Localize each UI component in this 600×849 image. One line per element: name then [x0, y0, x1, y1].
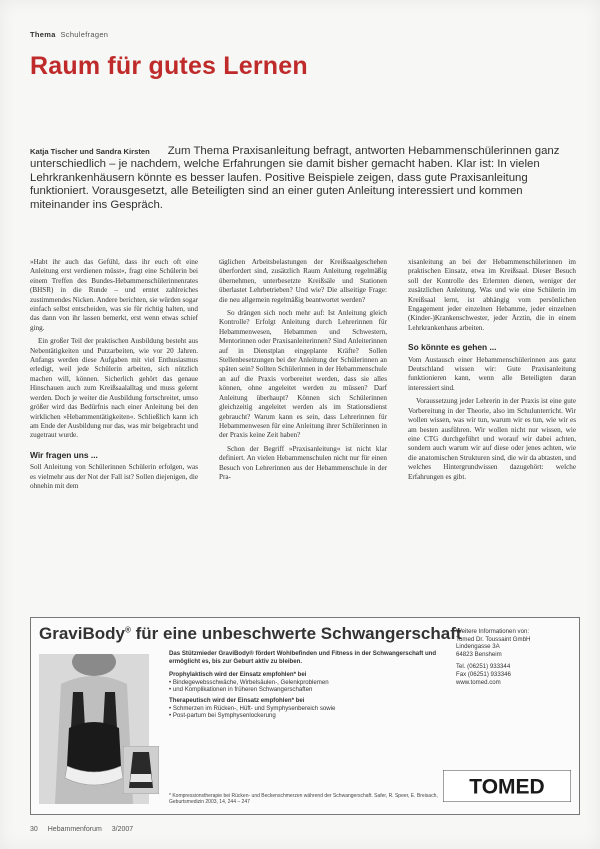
list-item: • Post-partum bei Symphysenlockerung: [169, 712, 449, 720]
paragraph: »Habt ihr auch das Gefühl, dass ihr euch oft eine Anleitung erst verdienen müsst«, fragt eine Schülerin bei einem Treffen des Bundes-Hebammenschülerinnenrates (BHSR) in die Runde – und erntet zahlreiches zustimmendes Nicken. Andere berichten, sie würden sogar einfach selbst entscheiden, was sie für richtig halten, und das dann von ihr lassen bemerkt, erst wenn etwas schief ging.: [30, 258, 198, 332]
section-topic: Schulefragen: [60, 30, 109, 39]
prophylaxis-list: [169, 679, 449, 694]
ad-product-detail-photo: [123, 746, 159, 794]
paragraph: Vom Austausch einer Hebammenschülerinnen aus ganz Deutschland wissen wir: Gute Praxisanleitung funktionieren kann, wenn alle Beteiligten daran interessiert sind.: [408, 355, 576, 392]
paragraph: Ein großer Teil der praktischen Ausbildung besteht aus Nebentätigkeiten und Putzarbeiten, wie vor 20 Jahren. Anfangs werden diese Aufgaben mit viel Enthusiasmus erledigt, weil jede Schülerin arbeiten, sich nützlich machen will, können. Sicherlich gehört das genaue Hinschauen auch zum Kreißsaalalltag und muss gelernt werden. Doch je weiter die Ausbildung fortschreitet, umso größer wird das Bedürfnis nach einer Anleitung bei den wirklichen »Hebammentätigkeiten«. Schließlich kann ich am Ende der Ausbildung nur das, was mir beigebracht und zugetraut wurde.: [30, 337, 198, 440]
contact-fax: Fax (06251) 933346: [456, 670, 511, 678]
contact-label: Weitere Informationen von:: [456, 628, 530, 635]
list-item: • und Komplikationen in früheren Schwangerschaften: [169, 686, 449, 694]
contact-company: Tomed Dr. Toussaint GmbH: [456, 635, 531, 643]
ad-body-text: [169, 650, 449, 723]
page-footer: [30, 826, 141, 833]
article-authors: Katja Tischer und Sandra Kirsten: [30, 147, 150, 156]
intro-text: Zum Thema Praxisanleitung befragt, antworten Hebammenschülerinnen ganz unterschiedlich – je nachdem, welche Erfahrungen sie damit bisher gemacht haben. Klar ist: In vielen Lehrkrankenhäusern könnte es besser laufen. Positive Beispiele zeigen, dass gute Praxisanleitung funktioniert. Vorausgesetzt, alle Beteiligten sind an einer guten Anleitung interessiert und kommen miteinander ins Gespräch.: [30, 145, 560, 211]
ad-reference: * Kompressionstherapie bei Rücken- und Beckenschmerzen während der Schwangerschaft. Safer, R. Speer, E. Breisach, Geburtsmedizin 2003, 14, 244 – 247: [169, 793, 438, 806]
subheading-wir-fragen: Wir fragen uns ...: [30, 449, 98, 460]
ad-intro: Das Stützmieder GraviBody® fördert Wohlbefinden und Fitness in der Schwangerschaft und ermöglicht es, bis zur Geburt aktiv zu bleiben.: [169, 650, 437, 665]
text-column-1: [30, 258, 198, 495]
paragraph: Voraussetzung jeder Lehrerin in der Praxis ist eine gute Vorbereitung in der Theorie, also im Schulunterricht. Wir wollen wissen, was wir tun, warum wir es tun, wie wir es am besten ausführen. Wir wollen nicht nur wissen, wie eine CTG durchgeführt und worauf wir dabei achten, sondern auch warum wir auf diese oder jenes achten, wie die anatomischen Strukturen sind, die wir da abtasten, und welches Hintergrundwissen dazugehört: welche Erfahrungen es gibt.: [408, 397, 576, 481]
ad-brand: GraviBody: [39, 624, 125, 643]
tomed-logo: [443, 770, 571, 802]
advertisement-gravibody[interactable]: [30, 617, 580, 815]
section-prefix: Thema: [30, 30, 56, 39]
contact-phone: Tel. (06251) 933344: [456, 663, 511, 671]
ad-headline-rest: für eine unbeschwerte Schwangerschaft: [130, 624, 462, 643]
paragraph: Schon der Begriff »Praxisanleitung« ist nicht klar definiert. An vielen Hebammenschulen nicht nur für einen Besuch von Lehrerinnen aus der Hebammenschule in der Pra-: [219, 444, 387, 481]
paragraph: täglichen Arbeitsbelastungen der Kreißsaalgeschehen überfordert sind, zusätzlich Raum Anleitung regelmäßig übernehmen, unterbesetzte Kreißsäle und Stationen überlastet Lehrbetrieben? Und wie? Die allseitige Frage: die neu allgemein regelmäßig beantwortet werden?: [219, 258, 387, 304]
article-title: Raum für gutes Lernen: [30, 52, 308, 80]
ad-headline: [39, 624, 462, 644]
therapy-list: [169, 705, 449, 720]
contact-city: 64823 Bensheim: [456, 650, 502, 658]
prophylaxis-heading: Prophylaktisch wird der Einsatz empfohlen* bei: [169, 671, 307, 679]
section-label: [30, 30, 108, 39]
article-intro: [30, 145, 580, 212]
therapy-heading: Therapeutisch wird der Einsatz empfohlen* bei: [169, 696, 305, 704]
journal-issue: 3/2007: [111, 826, 134, 833]
contact-street: Lindengasse 3A: [456, 643, 500, 651]
subheading-so-koennte-es-gehen: So könnte es gehen ...: [408, 342, 497, 353]
ad-contact: [456, 628, 576, 686]
paragraph: xisanleitung an bei der Hebammenschülerinnen im praktischen Einsatz, etwa im Kreißsaal. Dieser Besuch soll der Kontrolle des Erlernten dienen, weniger der zusätzlichen Anleitung. Was und wie eine Schülerin im Kreißsaal lernt, ist abhängig vom persönlichen Engagement jeder einzelnen Hebamme, jeder einzelnen (Kinder-)Krankenschwester, jeder Ärztin, die in einem Lehrkrankenhaus arbeiten.: [408, 258, 576, 332]
logo-text: TOMED: [469, 775, 545, 799]
list-item: • Bindegewebsschwäche, Wirbelsäulen-, Gelenkproblemen: [169, 679, 449, 687]
text-column-3: [408, 258, 576, 486]
paragraph: Soll Anleitung von Schülerinnen Schülerin erfolgen, was es vielmehr aus der Not der Fall ist? Sollen diejenigen, die ohnehin mit dem: [30, 463, 198, 490]
journal-name: Hebammenforum: [47, 826, 102, 833]
contact-website[interactable]: www.tomed.com: [456, 678, 501, 686]
list-item: • Schmerzen im Rücken-, Hüft- und Symphysenbereich sowie: [169, 705, 449, 713]
page-number: 30: [30, 826, 38, 833]
text-column-2: [219, 258, 387, 486]
paragraph: So drängen sich noch mehr auf: Ist Anleitung gleich Kontrolle? Erfolgt Anleitung durch Lehrerinnen für Hebammenwesen, Hebammen und Schwestern, Mentorinnen oder Praxisanleiterinnen? Sind Anleiterinnen auf in Dienstplan eingeplante Kräfte? Sollen Stellenbesetzungen bei der Anleitung der Schülerinnen an späten sein? Sollten Schülerinnen in der Hebammenschule an auf die Praxis vorbereitet werden, dass sie alles können, ohne angeleitet werden zu müssen? Darf Anleitung überhaupt? Können sich Schülerinnen gleichzeitig angeleitet werden als im Stationsdienst gebraucht? Warum kann es sein, dass Lehrerinnen für Hebammenwesen für eine Anleitung ihrer Schülerinnen in der Praxis keine Zeit haben?: [219, 309, 387, 440]
registered-mark: ®: [124, 625, 131, 635]
